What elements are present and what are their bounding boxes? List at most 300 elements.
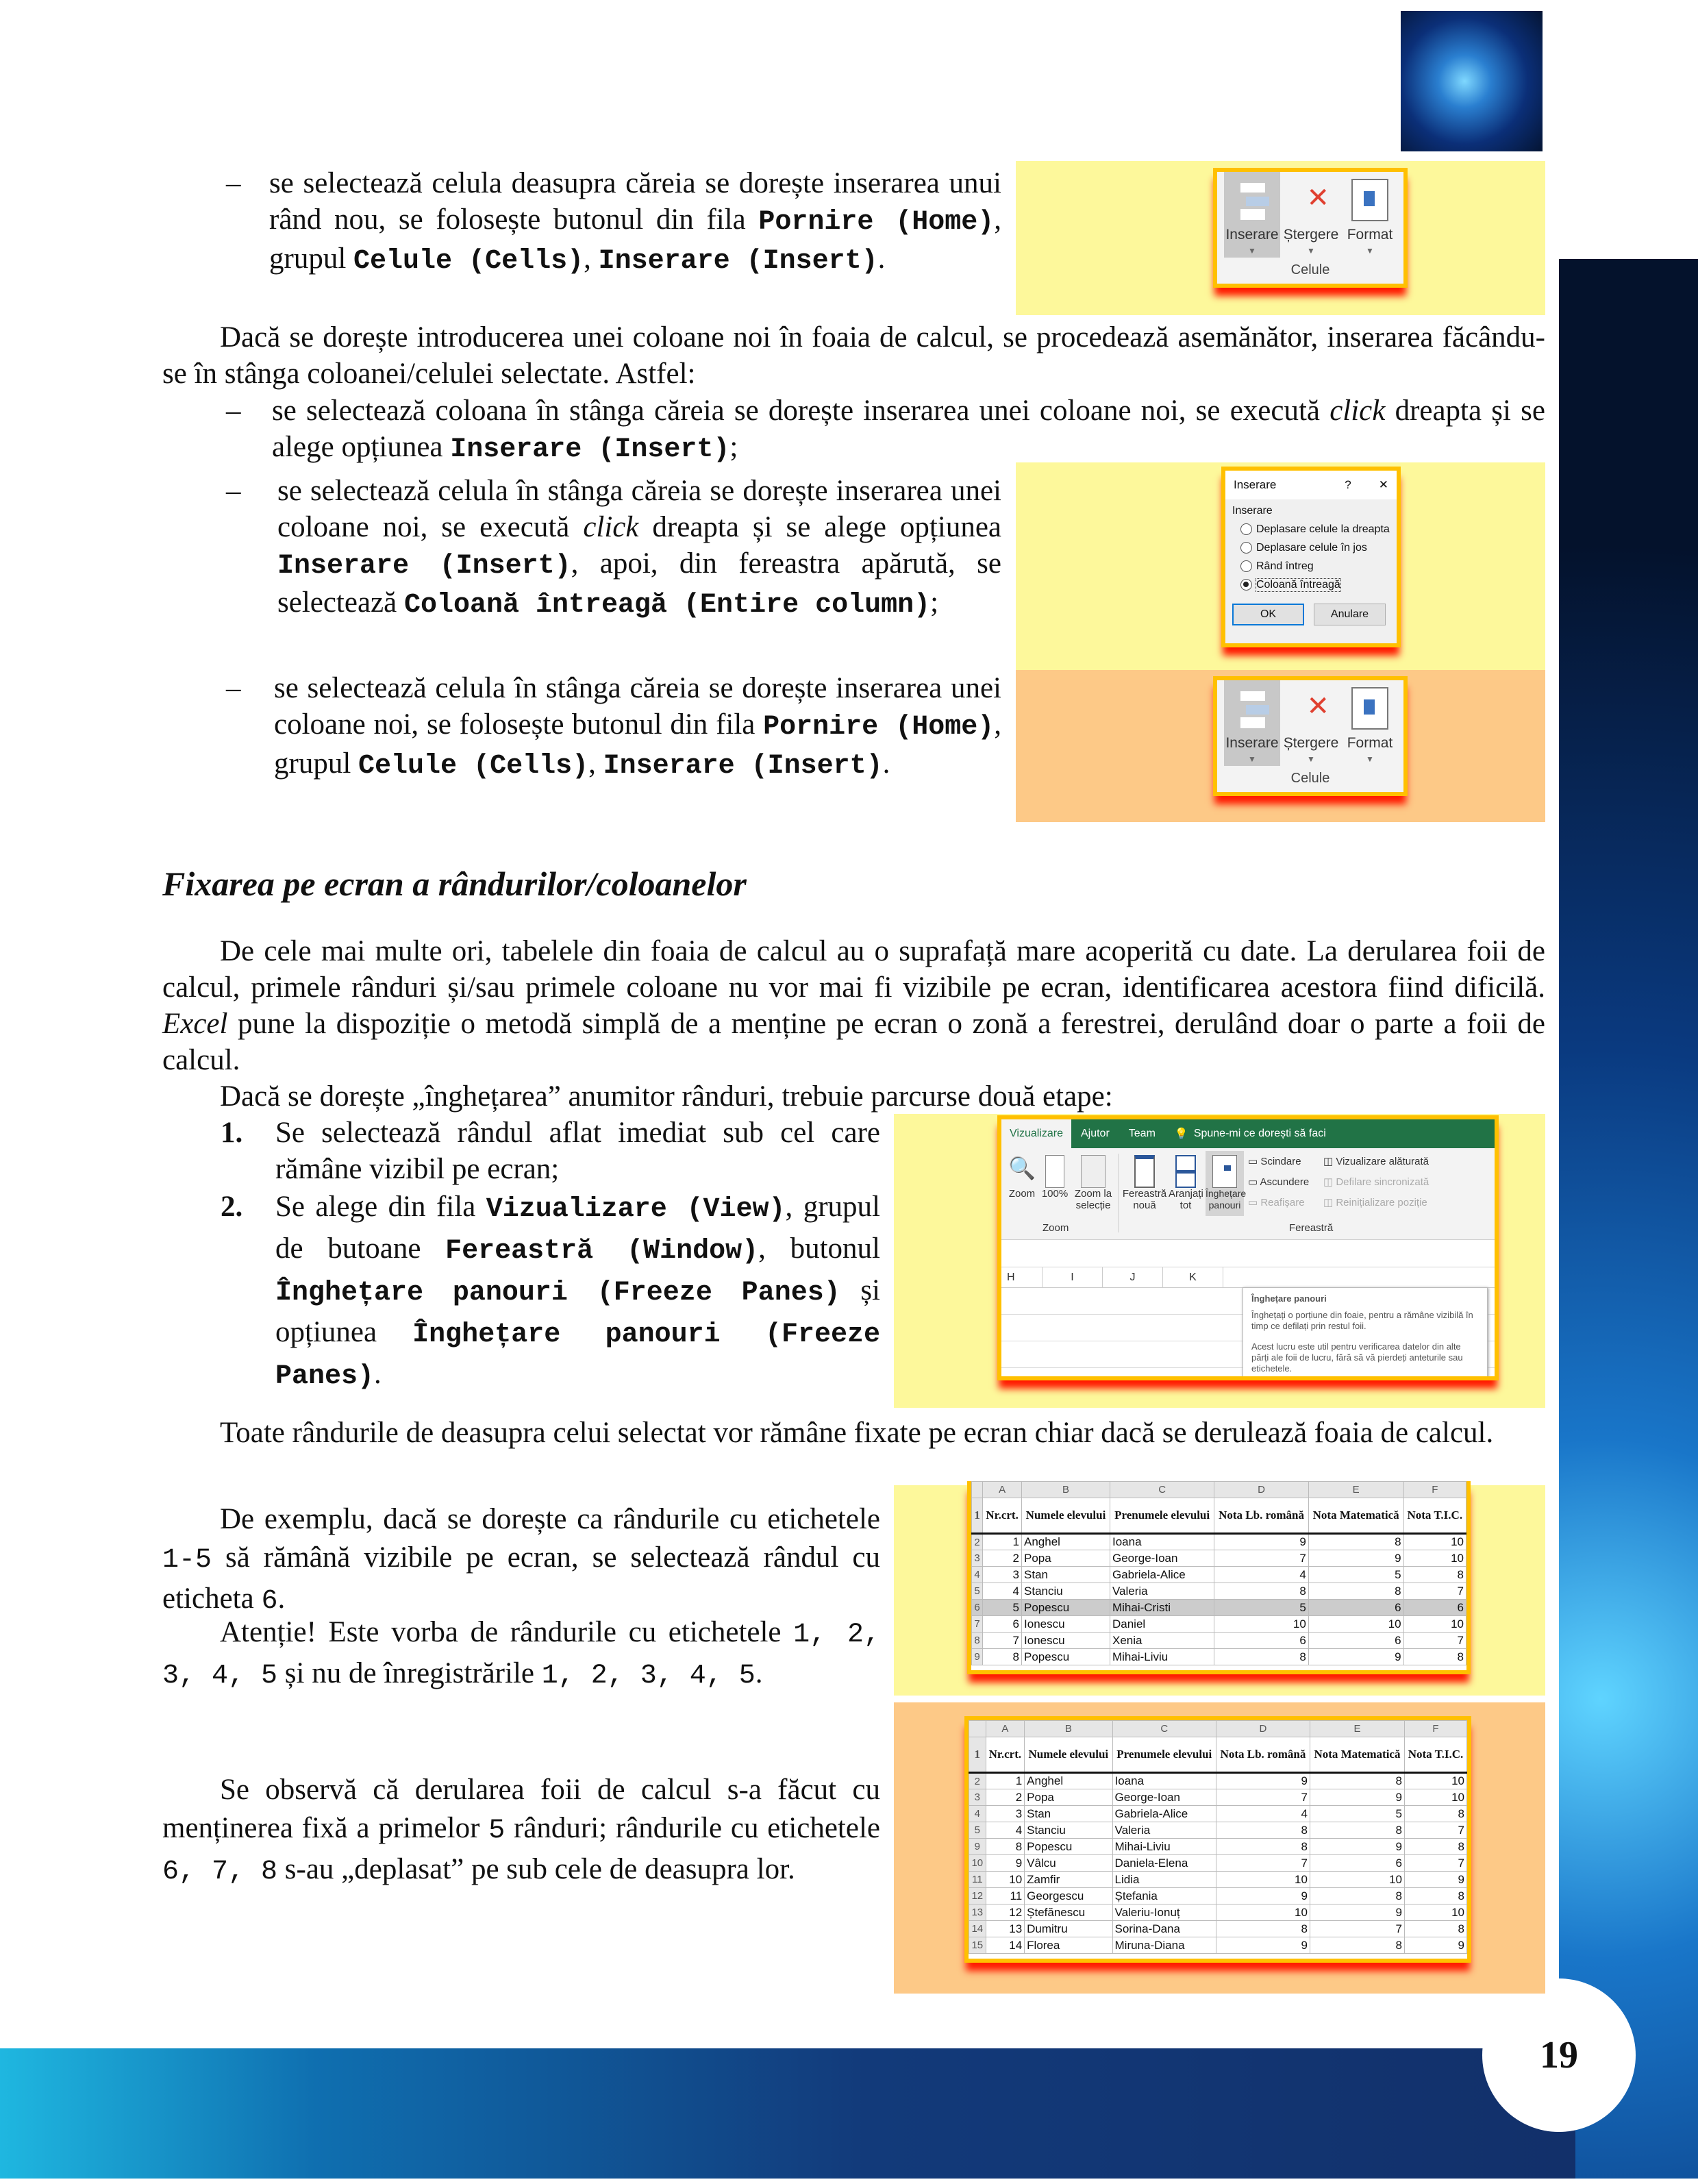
delete-cells-button[interactable]	[1283, 680, 1339, 766]
row-header[interactable]: 3	[972, 1550, 983, 1567]
split-icon: ▭	[1248, 1156, 1261, 1167]
paragraph-frozen-rows: Toate rândurile de deasupra celui selectat vor rămâne fixate pe ecran chiar dacă se derulează foaia de calcul.	[220, 1417, 1494, 1449]
button-label: Reafișare	[1260, 1197, 1305, 1208]
table-cell[interactable]: George-Ioan	[1112, 1789, 1216, 1806]
table-cell[interactable]: 8	[1405, 1806, 1467, 1822]
table-cell[interactable]: 7	[1216, 1855, 1310, 1872]
table-cell[interactable]: 8	[1308, 1583, 1403, 1600]
table-cell[interactable]: 10	[1403, 1616, 1466, 1633]
header-cell[interactable]: Nota T.I.C.	[1405, 1737, 1467, 1773]
insert-cells-button[interactable]	[1224, 172, 1280, 258]
table-cell[interactable]: Popescu	[1022, 1649, 1110, 1665]
table-cell[interactable]: 6	[1403, 1600, 1466, 1616]
table-cell[interactable]: Dumitru	[1025, 1921, 1112, 1937]
table-cell[interactable]: Ionescu	[1022, 1633, 1110, 1649]
table-row	[969, 1904, 1467, 1921]
paragraph-steps-intro: Dacă se dorește „înghețarea” anumitor rânduri, trebuie parcurse două etape:	[220, 1080, 1113, 1113]
table-cell[interactable]: Mihai-Cristi	[1110, 1600, 1214, 1616]
table-cell[interactable]: 9	[1216, 1888, 1310, 1904]
code-text: Pornire (Home)	[763, 712, 995, 743]
header-cell[interactable]: Nr.crt.	[986, 1737, 1025, 1773]
table-cell[interactable]: Ioana	[1112, 1773, 1216, 1789]
table-cell[interactable]: Stanciu	[1025, 1822, 1112, 1839]
table-cell[interactable]: 8	[1310, 1937, 1404, 1954]
table-cell[interactable]: Popescu	[1025, 1839, 1112, 1855]
italic-text: click	[583, 511, 639, 543]
insert-label: Inserare	[1225, 735, 1279, 751]
table-cell[interactable]: 8	[1214, 1649, 1309, 1665]
text: Atenție! Este vorba de rândurile cu etichetele	[220, 1616, 794, 1648]
table-cell[interactable]: 8	[1310, 1773, 1404, 1789]
table-cell[interactable]: 2	[983, 1550, 1022, 1567]
header-cell[interactable]: Nota Matematică	[1308, 1498, 1403, 1534]
select-all-corner[interactable]	[972, 1482, 983, 1498]
table-cell[interactable]: 9	[1308, 1550, 1403, 1567]
zoom-100-button[interactable]	[1040, 1155, 1070, 1200]
table-cell[interactable]: Popa	[1025, 1789, 1112, 1806]
table-cell[interactable]: Sorina-Dana	[1112, 1921, 1216, 1937]
table-cell[interactable]: Stan	[1025, 1806, 1112, 1822]
code-text: Inserare (Insert)	[598, 246, 878, 277]
text: se selectează coloana în stânga căreia se dorește inserarea unei coloane noi, se execută	[272, 395, 1330, 427]
button-label: Vizualizare alăturată	[1336, 1156, 1429, 1167]
table-cell[interactable]: 7	[1403, 1633, 1466, 1649]
table-cell[interactable]: Popescu	[1022, 1600, 1110, 1616]
table-cell[interactable]: Ioana	[1110, 1534, 1214, 1550]
table-cell[interactable]: 5	[983, 1600, 1022, 1616]
table-cell[interactable]: Lidia	[1112, 1872, 1216, 1888]
delete-label: Ștergere	[1283, 735, 1339, 751]
chevron-down-icon: ▼	[1307, 754, 1315, 764]
table-row	[972, 1567, 1466, 1583]
tab-team[interactable]: Team	[1128, 1128, 1156, 1139]
code-text: 6, 7, 8	[162, 1857, 278, 1887]
table-cell[interactable]: 10	[986, 1872, 1025, 1888]
freeze-panes-button[interactable]	[1206, 1151, 1247, 1216]
table-cell[interactable]: 8	[983, 1649, 1022, 1665]
table-cell[interactable]: George-Ioan	[1110, 1550, 1214, 1567]
table-cell[interactable]: 8	[1308, 1534, 1403, 1550]
row-header[interactable]: 9	[969, 1839, 986, 1855]
table-row	[972, 1649, 1466, 1665]
table-cell[interactable]: 2	[986, 1789, 1025, 1806]
unhide-button[interactable]	[1248, 1196, 1305, 1208]
row-header[interactable]: 9	[972, 1649, 983, 1665]
table-cell[interactable]: Georgescu	[1025, 1888, 1112, 1904]
table-cell[interactable]: 9	[986, 1855, 1025, 1872]
group-label: Zoom	[1042, 1222, 1069, 1234]
new-window-button[interactable]	[1122, 1155, 1167, 1211]
table-cell[interactable]: Anghel	[1025, 1773, 1112, 1789]
table-cell[interactable]: 3	[986, 1806, 1025, 1822]
text: .	[882, 747, 890, 780]
table-cell[interactable]: 7	[1405, 1822, 1467, 1839]
paragraph-attention	[162, 1613, 880, 1696]
list-number: 2.	[221, 1191, 243, 1223]
column-header[interactable]: B	[1022, 1482, 1110, 1498]
column-header[interactable]: C	[1110, 1482, 1214, 1498]
table-cell[interactable]: Ștefănescu	[1025, 1904, 1112, 1921]
radio-shift-down[interactable]	[1240, 538, 1390, 557]
bullet-dash: –	[226, 475, 241, 507]
table-cell[interactable]: 9	[1216, 1773, 1310, 1789]
text: ;	[930, 586, 939, 619]
table-cell[interactable]: Xenia	[1110, 1633, 1214, 1649]
table-cell[interactable]: 10	[1310, 1872, 1404, 1888]
list-number: 1.	[221, 1117, 243, 1149]
code-text: 1, 2, 3, 4, 5	[541, 1661, 756, 1691]
table-row	[969, 1773, 1467, 1789]
radio-icon	[1240, 542, 1252, 554]
table-cell[interactable]: 10	[1216, 1904, 1310, 1921]
table-row	[972, 1583, 1466, 1600]
table-cell[interactable]: 8	[1310, 1888, 1404, 1904]
side-by-side-button[interactable]	[1323, 1155, 1429, 1167]
button-label: Scindare	[1260, 1156, 1301, 1167]
table-cell[interactable]: 9	[1405, 1872, 1467, 1888]
text: pune la dispoziție o metodă simplă de a menține pe ecran o zonă a ferestrei, derulând doar o parte a foii de calcul.	[162, 1008, 1545, 1076]
table-cell[interactable]: Ștefania	[1112, 1888, 1216, 1904]
table-cell[interactable]: 7	[1403, 1583, 1466, 1600]
table-cell[interactable]: 7	[1310, 1921, 1404, 1937]
text: , grupul de butoane	[275, 1191, 880, 1265]
button-label: Zoom	[1008, 1188, 1036, 1200]
row-header[interactable]: 13	[969, 1904, 986, 1921]
tab-help[interactable]: Ajutor	[1080, 1128, 1110, 1139]
text: să rămână vizibile pe ecran, se selectează rândul cu eticheta	[162, 1541, 880, 1615]
column-header[interactable]: F	[1405, 1721, 1467, 1737]
arrange-all-icon	[1175, 1155, 1196, 1188]
button-label: Zoom la selecție	[1074, 1188, 1112, 1211]
table-cell[interactable]: Gabriela-Alice	[1112, 1806, 1216, 1822]
table-cell[interactable]: 8	[1405, 1921, 1467, 1937]
table-cell[interactable]: 1	[983, 1534, 1022, 1550]
text: , grupul	[274, 708, 1001, 780]
close-button[interactable]: ✕	[1378, 478, 1388, 491]
row-header[interactable]: 4	[972, 1567, 983, 1583]
header-cell[interactable]: Prenumele elevului	[1112, 1737, 1216, 1773]
format-cells-icon	[1351, 687, 1388, 730]
table-row	[969, 1937, 1467, 1954]
table-cell[interactable]: Anghel	[1022, 1534, 1110, 1550]
table-cell[interactable]: 9	[1310, 1904, 1404, 1921]
radio-icon	[1240, 560, 1252, 572]
text: .	[374, 1358, 382, 1390]
column-header[interactable]: A	[983, 1482, 1022, 1498]
column-header[interactable]: E	[1310, 1721, 1404, 1737]
table-cell[interactable]: 14	[986, 1937, 1025, 1954]
row-header[interactable]: 1	[969, 1737, 986, 1773]
view-ribbon-screenshot	[997, 1115, 1499, 1380]
format-cells-button[interactable]	[1342, 172, 1398, 258]
tab-view[interactable]: Vizualizare	[1001, 1119, 1071, 1148]
table-cell[interactable]: 8	[1214, 1583, 1309, 1600]
header-cell[interactable]: Numele elevului	[1022, 1498, 1110, 1534]
table-cell[interactable]: 8	[1403, 1567, 1466, 1583]
table-cell[interactable]: 7	[1216, 1789, 1310, 1806]
button-label: Reinițializare poziție	[1336, 1197, 1427, 1208]
paragraph-observation	[162, 1771, 880, 1891]
row-header[interactable]: 8	[972, 1633, 983, 1649]
bottom-decorative-band	[0, 2048, 1575, 2179]
bullet-insert-row	[269, 165, 1001, 280]
page-number-circle	[1482, 1978, 1636, 2132]
table-cell[interactable]: 9	[1214, 1534, 1309, 1550]
arrange-all-button[interactable]	[1169, 1155, 1203, 1211]
table-cell[interactable]: 8	[1405, 1888, 1467, 1904]
table-cell[interactable]: 10	[1403, 1534, 1466, 1550]
sync-scroll-icon: ◫	[1323, 1176, 1336, 1188]
text: .	[877, 243, 886, 275]
table-cell[interactable]: Stan	[1022, 1567, 1110, 1583]
button-label: Înghețare panouri	[1206, 1188, 1247, 1211]
column-header-row	[972, 1482, 1466, 1498]
table-header-row	[969, 1737, 1467, 1773]
text: De exemplu, dacă se dorește ca rândurile cu etichetele	[220, 1503, 880, 1535]
table-cell[interactable]: 6	[1308, 1633, 1403, 1649]
help-button[interactable]: ?	[1345, 478, 1351, 491]
insert-cells-button[interactable]	[1224, 680, 1280, 766]
select-all-corner[interactable]	[969, 1721, 986, 1737]
table-cell[interactable]: 8	[1216, 1822, 1310, 1839]
button-label: 100%	[1041, 1188, 1069, 1200]
table-cell[interactable]: Popa	[1022, 1550, 1110, 1567]
table-cell[interactable]: Zamfir	[1025, 1872, 1112, 1888]
step-1: Se selectează rândul aflat imediat sub cel care rămâne vizibil pe ecran;	[275, 1117, 880, 1185]
column-header[interactable]: D	[1216, 1721, 1310, 1737]
row-header[interactable]: 1	[972, 1498, 983, 1534]
table-cell[interactable]: 10	[1403, 1550, 1466, 1567]
row-header[interactable]: 4	[969, 1806, 986, 1822]
header-cell[interactable]: Prenumele elevului	[1110, 1498, 1214, 1534]
bullet-dash: –	[226, 395, 241, 427]
paragraph-insert-column: Dacă se dorește introducerea unei coloane noi în foaia de calcul, se procedează asemănător, inserarea făcându-se în stânga coloanei/celulei selectate. Astfel:	[162, 321, 1545, 390]
table-cell[interactable]: 9	[1405, 1937, 1467, 1954]
table-cell[interactable]: Valeriu-Ionuț	[1112, 1904, 1216, 1921]
column-header[interactable]: I	[1042, 1267, 1103, 1287]
row-header[interactable]: 2	[972, 1534, 983, 1550]
table-cell[interactable]: 10	[1405, 1904, 1467, 1921]
italic-text: click	[1329, 395, 1386, 427]
button-label: Ascundere	[1260, 1176, 1310, 1188]
page-number: 19	[1540, 2034, 1578, 2076]
table-cell[interactable]: Ionescu	[1022, 1616, 1110, 1633]
header-cell[interactable]: Numele elevului	[1025, 1737, 1112, 1773]
table-header-row	[972, 1498, 1466, 1534]
table-cell[interactable]: 9	[1216, 1937, 1310, 1954]
row-header[interactable]: 14	[969, 1921, 986, 1937]
table-cell[interactable]: 11	[986, 1888, 1025, 1904]
column-header[interactable]: B	[1025, 1721, 1112, 1737]
table-cell[interactable]: 5	[1310, 1806, 1404, 1822]
header-cell[interactable]: Nota Lb. română	[1216, 1737, 1310, 1773]
radio-icon	[1240, 523, 1252, 535]
format-cells-button[interactable]	[1342, 680, 1398, 766]
row-header[interactable]: 5	[969, 1822, 986, 1839]
sync-scroll-button[interactable]	[1323, 1176, 1429, 1188]
column-header-row	[969, 1721, 1467, 1737]
hide-icon: ▭	[1248, 1176, 1260, 1188]
table-cell[interactable]: 10	[1308, 1616, 1403, 1633]
code-text: Inserare (Insert)	[603, 751, 883, 782]
table-cell[interactable]: 8	[1216, 1839, 1310, 1855]
table-cell[interactable]: Vâlcu	[1025, 1855, 1112, 1872]
header-cell[interactable]: Nota Lb. română	[1214, 1498, 1309, 1534]
group-label: Celule	[1290, 771, 1330, 786]
table-cell[interactable]: 9	[1308, 1649, 1403, 1665]
paragraph-intro	[162, 933, 1545, 1078]
text: se selectează celula în stânga căreia se dorește inserarea unei coloane noi, se folosește butonul din fila	[274, 672, 1001, 741]
table-frozen-screenshot	[964, 1716, 1471, 1963]
column-header[interactable]: E	[1308, 1482, 1403, 1498]
column-header[interactable]: K	[1163, 1267, 1223, 1287]
text: dreapta și se alege opțiunea	[638, 511, 1001, 543]
text: se selectează celula deasupra căreia se dorește inserarea unui rând nou, se folosește butonul din fila	[269, 167, 1001, 236]
column-header[interactable]: C	[1112, 1721, 1216, 1737]
column-header[interactable]: A	[986, 1721, 1025, 1737]
table-cell[interactable]: 8	[1403, 1649, 1466, 1665]
header-cell[interactable]: Nr.crt.	[983, 1498, 1022, 1534]
table-cell[interactable]: 7	[983, 1633, 1022, 1649]
table-cell[interactable]: 9	[1310, 1839, 1404, 1855]
radio-entire-row[interactable]	[1240, 557, 1390, 575]
button-label: Defilare sincronizată	[1336, 1176, 1429, 1188]
code-text: 1, 2, 3, 4, 5	[162, 1620, 880, 1691]
radio-label: Rând întreg	[1256, 560, 1314, 572]
table-row	[972, 1616, 1466, 1633]
table-cell[interactable]: Valeria	[1110, 1583, 1214, 1600]
column-header[interactable]: J	[1103, 1267, 1163, 1287]
table-row	[969, 1855, 1467, 1872]
delete-cells-icon: ✕	[1306, 691, 1329, 721]
delete-cells-icon: ✕	[1306, 183, 1329, 213]
radio-label: Deplasare celule la dreapta	[1256, 523, 1390, 535]
header-cell[interactable]: Nota Matematică	[1310, 1737, 1404, 1773]
table-cell[interactable]: 8	[1216, 1921, 1310, 1937]
table-row	[969, 1789, 1467, 1806]
freeze-panes-icon	[1212, 1155, 1237, 1188]
table-cell[interactable]: 10	[1216, 1872, 1310, 1888]
table-cell[interactable]: 8	[986, 1839, 1025, 1855]
table-cell[interactable]: 6	[1308, 1600, 1403, 1616]
table-cell[interactable]: Gabriela-Alice	[1110, 1567, 1214, 1583]
row-header[interactable]: 10	[969, 1855, 986, 1872]
table-cell[interactable]: 4	[986, 1822, 1025, 1839]
column-header[interactable]: H	[1001, 1267, 1042, 1287]
hide-button[interactable]	[1248, 1176, 1309, 1188]
table-row	[972, 1600, 1466, 1616]
code-text: Înghețare panouri (Freeze Panes)	[275, 1278, 840, 1308]
table-cell[interactable]: 13	[986, 1921, 1025, 1937]
dialog-title: Inserare	[1234, 478, 1277, 491]
table-cell[interactable]: Daniel	[1110, 1616, 1214, 1633]
row-header[interactable]: 6	[972, 1600, 983, 1616]
chevron-down-icon: ▼	[1248, 754, 1256, 764]
table-row	[969, 1806, 1467, 1822]
table-cell[interactable]: 5	[1214, 1600, 1309, 1616]
table-cell[interactable]: Daniela-Elena	[1112, 1855, 1216, 1872]
row-header[interactable]: 15	[969, 1937, 986, 1954]
row-header[interactable]: 12	[969, 1888, 986, 1904]
code-text: Pornire (Home)	[758, 207, 995, 238]
radio-entire-column[interactable]	[1240, 575, 1390, 594]
table-cell[interactable]: 8	[1310, 1822, 1404, 1839]
text: .	[277, 1583, 286, 1615]
row-header[interactable]: 3	[969, 1789, 986, 1806]
row-header[interactable]: 11	[969, 1872, 986, 1888]
right-decorative-band	[1559, 259, 1698, 2179]
bullet-insert-column-button	[274, 670, 1001, 784]
ok-button[interactable]: OK	[1232, 604, 1304, 625]
table-cell[interactable]: Mihai-Liviu	[1110, 1649, 1214, 1665]
table-cell[interactable]: Stanciu	[1022, 1583, 1110, 1600]
table-cell[interactable]: 12	[986, 1904, 1025, 1921]
table-cell[interactable]: 5	[1308, 1567, 1403, 1583]
split-button[interactable]	[1248, 1155, 1301, 1167]
table-cell[interactable]: 4	[983, 1583, 1022, 1600]
chevron-down-icon: ▼	[1366, 754, 1374, 764]
column-header[interactable]: F	[1403, 1482, 1466, 1498]
column-header[interactable]: D	[1214, 1482, 1309, 1498]
table-cell[interactable]: 1	[986, 1773, 1025, 1789]
table-cell[interactable]: Florea	[1025, 1937, 1112, 1954]
header-logo-image	[1401, 11, 1543, 151]
code-text: Inserare (Insert)	[277, 551, 571, 582]
tell-me-search[interactable]: Spune-mi ce dorești să faci	[1193, 1128, 1326, 1139]
code-text: 5	[488, 1815, 505, 1846]
row-header[interactable]: 5	[972, 1583, 983, 1600]
table-cell[interactable]: 9	[1310, 1789, 1404, 1806]
table-cell[interactable]: Miruna-Diana	[1112, 1937, 1216, 1954]
format-cells-icon	[1351, 179, 1388, 221]
code-text: Vizualizare (View)	[486, 1194, 786, 1225]
table-cell[interactable]: 4	[1216, 1806, 1310, 1822]
code-text: Inserare (Insert)	[450, 434, 730, 465]
table-cell[interactable]: 8	[1405, 1839, 1467, 1855]
table-cell[interactable]: 6	[1214, 1633, 1309, 1649]
row-header[interactable]: 7	[972, 1616, 983, 1633]
reset-position-button[interactable]	[1323, 1196, 1427, 1208]
table-cell[interactable]: 3	[983, 1567, 1022, 1583]
table-cell[interactable]: 6	[1310, 1855, 1404, 1872]
radio-shift-right[interactable]	[1240, 520, 1390, 538]
table-cell[interactable]: 7	[1405, 1855, 1467, 1872]
table-cell[interactable]: 7	[1214, 1550, 1309, 1567]
row-header[interactable]: 2	[969, 1773, 986, 1789]
table-cell[interactable]: 6	[983, 1616, 1022, 1633]
header-cell[interactable]: Nota T.I.C.	[1403, 1498, 1466, 1534]
format-label: Format	[1347, 735, 1393, 751]
zoom-button[interactable]	[1007, 1155, 1037, 1200]
button-label: Aranjați tot	[1169, 1188, 1203, 1211]
table-cell[interactable]: 10	[1405, 1773, 1467, 1789]
group-label: Celule	[1290, 262, 1330, 277]
paragraph-example	[162, 1500, 880, 1621]
table-cell[interactable]: Valeria	[1112, 1822, 1216, 1839]
celule-ribbon-screenshot	[1213, 676, 1408, 796]
table-cell[interactable]: 10	[1405, 1789, 1467, 1806]
group-label: Inserare	[1232, 505, 1273, 517]
table-row	[969, 1872, 1467, 1888]
cancel-button[interactable]: Anulare	[1314, 604, 1386, 625]
text: .	[755, 1657, 763, 1689]
table-cell[interactable]: 10	[1214, 1616, 1309, 1633]
table-cell[interactable]: Mihai-Liviu	[1112, 1839, 1216, 1855]
zoom-selection-button[interactable]	[1073, 1155, 1114, 1211]
table-cell[interactable]: 4	[1214, 1567, 1309, 1583]
text: ,	[588, 747, 603, 780]
delete-cells-button[interactable]	[1283, 172, 1339, 258]
